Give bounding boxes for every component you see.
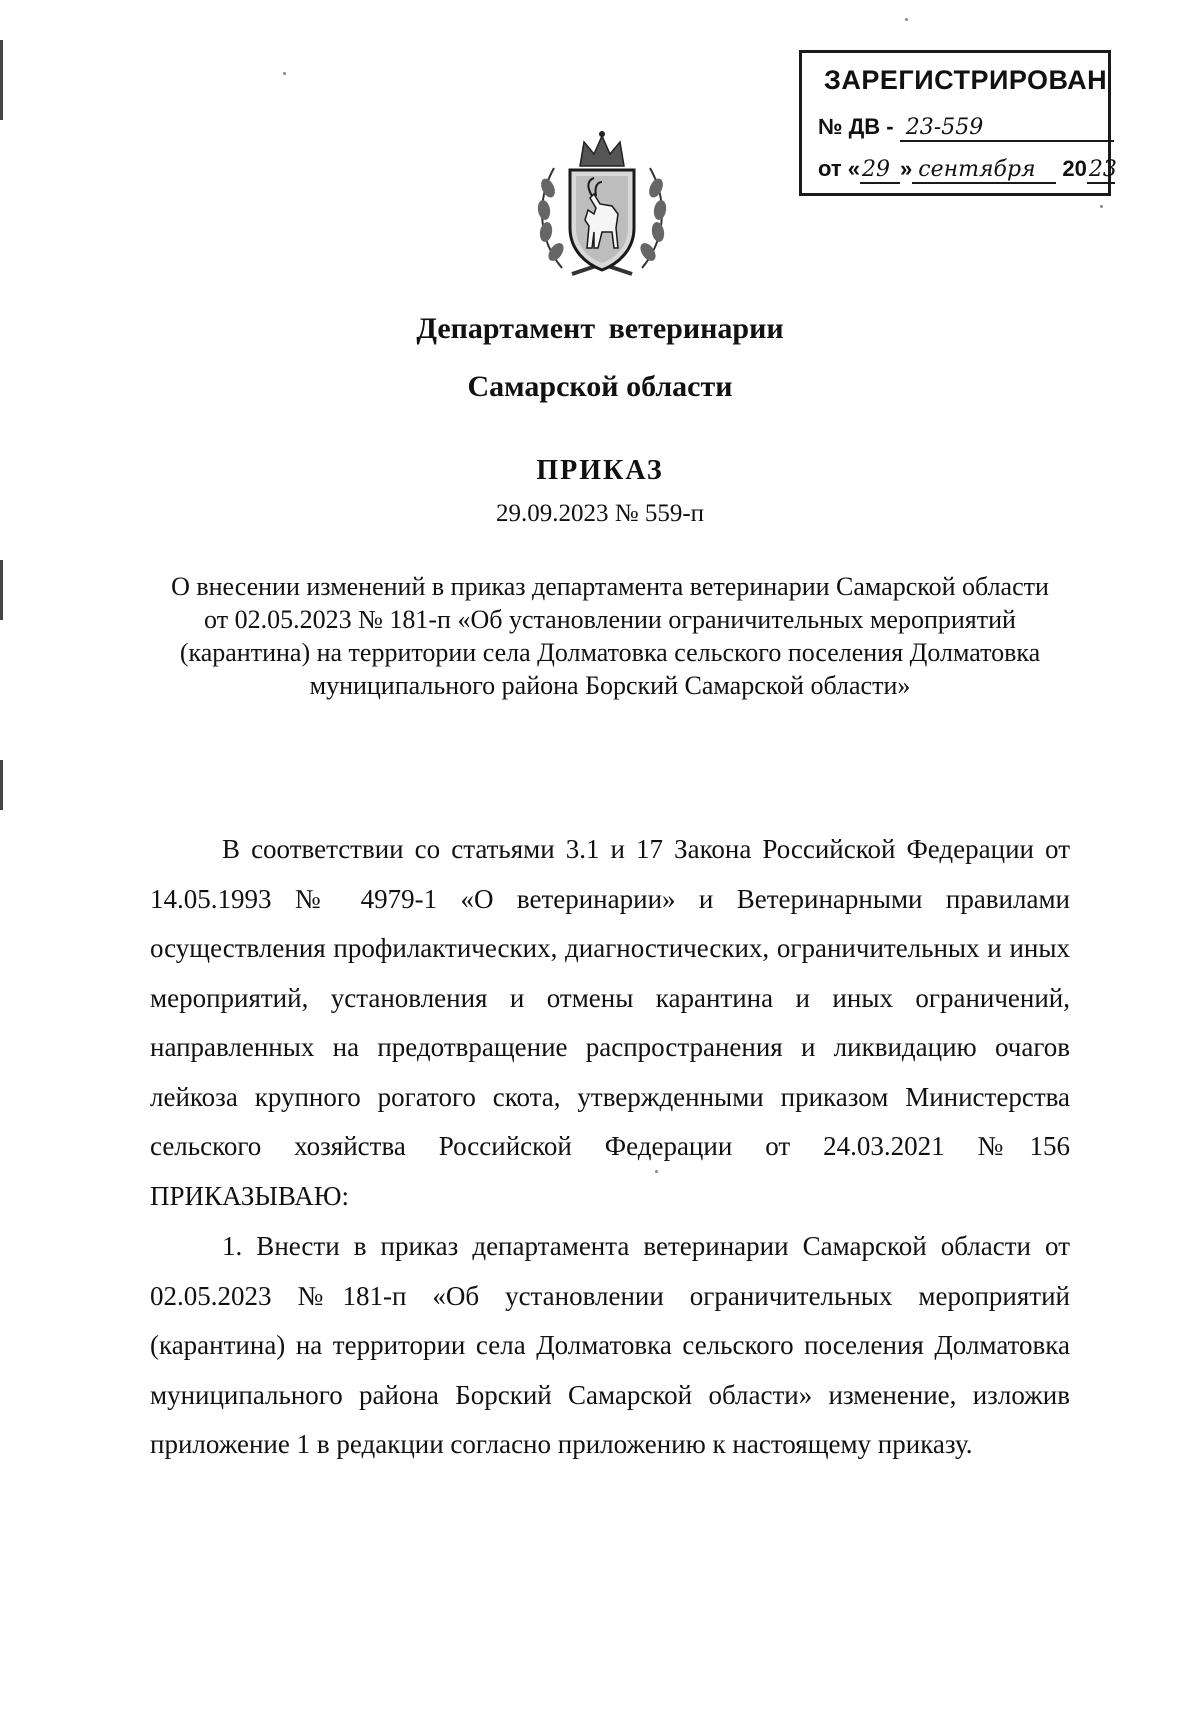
stamp-date-day: 29: [860, 158, 900, 184]
scan-edge-mark: [0, 40, 3, 120]
region-name: Самарской области: [467, 370, 733, 403]
body-paragraph: 1. Внести в приказ департамента ветеринарии Самарской области от 02.05.2023 №181-п «Об установлении ограничительных мероприятий (карантина) на территории села Долматовка сельского поселения Долматовка муниципального района Борский Самарской области» изменение, изложив приложение 1 в редакции согласно приложению к настоящему приказу.: [150, 1231, 1070, 1459]
stamp-date-month: сентября: [912, 158, 1056, 184]
stamp-title: ЗАРЕГИСТРИРОВАН: [824, 65, 1108, 95]
order-number: 29.09.2023 № 559-п: [495, 500, 705, 527]
department-name: Департамент ветеринарии: [416, 312, 784, 345]
stamp-date-prefix: от «: [818, 156, 861, 181]
stamp-number-label: № ДВ -: [818, 114, 894, 139]
order-subject: О внесении изменений в приказ департамента ветеринарии Самарской области от 02.05.2023 № 181-п «Об установлении ограничительных мероприятий (карантина) на территории села Долматовка сельского поселения Долматовка муниципального района Борский Самарской области»: [171, 572, 1049, 700]
body-paragraph: В соответствии со статьями 3.1 и 17 Закона Российской Федерации от 14.05.1993 № 4979-1 «О ветеринарии» и Ветеринарными правилами осуществления профилактических, диагностических, ограничительных и иных мероприятий, установления и отмены карантина и иных ограничений, направленных на предотвращение распространения и ликвидацию очагов лейкоза крупного рогатого скота, утвержденными приказом Министерства сельского хозяйства Российской Федерации от 24.03.2021 №156 ПРИКАЗЫВАЮ:: [150, 834, 1070, 1211]
scan-speck: [283, 72, 286, 75]
stamp-date-mid: »: [900, 156, 913, 181]
stamp-number-line: [818, 114, 1114, 142]
registration-stamp: [799, 50, 1117, 196]
stamp-date-year-suffix: 23: [1088, 157, 1117, 182]
stamp-date-line: [818, 156, 1115, 184]
stamp-date-year-prefix: 20: [1062, 156, 1087, 181]
scan-edge-mark: [0, 560, 3, 620]
stamp-number-value: 23-559: [900, 116, 1114, 142]
scan-edge-mark: [0, 760, 3, 810]
order-title: ПРИКАЗ: [536, 455, 664, 486]
scan-speck: [1100, 205, 1103, 208]
scan-speck: [905, 18, 908, 21]
coat-of-arms-icon: [532, 128, 672, 288]
